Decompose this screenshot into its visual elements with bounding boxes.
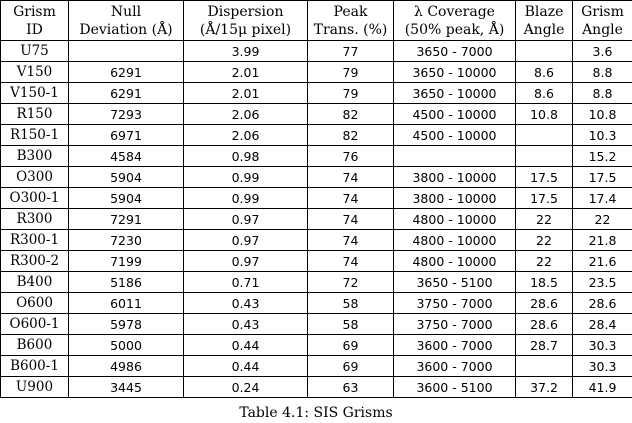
cell-dispersion: 2.06 <box>184 104 308 125</box>
header-blaze-angle-line-1: Blaze <box>524 3 564 20</box>
header-peak-transmission <box>308 1 394 41</box>
cell-grism-angle: 8.8 <box>573 83 632 104</box>
cell-blaze-angle <box>516 41 573 62</box>
cell-blaze-angle: 28.6 <box>516 314 573 335</box>
cell-peak-transmission: 69 <box>308 356 394 377</box>
cell-peak-transmission: 79 <box>308 62 394 83</box>
cell-dispersion: 0.97 <box>184 251 308 272</box>
cell-grism-id: R150-1 <box>1 125 69 146</box>
cell-blaze-angle: 28.6 <box>516 293 573 314</box>
cell-wavelength-coverage: 4800 - 10000 <box>394 230 516 251</box>
cell-null-deviation: 6291 <box>69 83 184 104</box>
cell-blaze-angle <box>516 125 573 146</box>
cell-blaze-angle <box>516 356 573 377</box>
cell-grism-angle: 30.3 <box>573 335 632 356</box>
cell-null-deviation: 7291 <box>69 209 184 230</box>
cell-grism-id: V150-1 <box>1 83 69 104</box>
table-body <box>1 41 632 398</box>
cell-null-deviation: 7199 <box>69 251 184 272</box>
cell-blaze-angle: 37.2 <box>516 377 573 398</box>
cell-grism-id: R150 <box>1 104 69 125</box>
cell-null-deviation: 5000 <box>69 335 184 356</box>
cell-null-deviation: 5186 <box>69 272 184 293</box>
cell-dispersion: 0.99 <box>184 188 308 209</box>
cell-dispersion: 2.06 <box>184 125 308 146</box>
header-grism-angle <box>573 1 632 41</box>
cell-grism-id: O300-1 <box>1 188 69 209</box>
cell-grism-angle: 17.4 <box>573 188 632 209</box>
cell-peak-transmission: 74 <box>308 188 394 209</box>
cell-dispersion: 0.24 <box>184 377 308 398</box>
table-row <box>1 125 632 146</box>
header-wavelength-coverage-line-2: (50% peak, Å) <box>404 21 505 38</box>
header-grism-id <box>1 1 69 41</box>
cell-blaze-angle: 17.5 <box>516 188 573 209</box>
cell-grism-angle: 17.5 <box>573 167 632 188</box>
cell-grism-id: U75 <box>1 41 69 62</box>
cell-grism-angle: 30.3 <box>573 356 632 377</box>
cell-peak-transmission: 72 <box>308 272 394 293</box>
cell-dispersion: 0.98 <box>184 146 308 167</box>
cell-grism-id: R300-1 <box>1 230 69 251</box>
cell-peak-transmission: 82 <box>308 104 394 125</box>
cell-grism-angle: 10.8 <box>573 104 632 125</box>
cell-blaze-angle: 22 <box>516 230 573 251</box>
cell-peak-transmission: 74 <box>308 167 394 188</box>
cell-grism-id: O300 <box>1 167 69 188</box>
header-dispersion-line-1: Dispersion <box>207 3 284 20</box>
cell-wavelength-coverage: 3650 - 10000 <box>394 83 516 104</box>
cell-blaze-angle: 22 <box>516 251 573 272</box>
cell-peak-transmission: 74 <box>308 209 394 230</box>
cell-blaze-angle: 8.6 <box>516 83 573 104</box>
cell-peak-transmission: 74 <box>308 230 394 251</box>
cell-grism-id: O600 <box>1 293 69 314</box>
cell-grism-id: B400 <box>1 272 69 293</box>
cell-null-deviation: 7230 <box>69 230 184 251</box>
cell-grism-id: R300-2 <box>1 251 69 272</box>
cell-dispersion: 2.01 <box>184 62 308 83</box>
cell-dispersion: 3.99 <box>184 41 308 62</box>
table-caption: Table 4.1: SIS Grisms <box>239 405 393 421</box>
table-row <box>1 377 632 398</box>
header-dispersion-line-2: (Å/15μ pixel) <box>199 21 292 38</box>
cell-grism-id: B300 <box>1 146 69 167</box>
cell-null-deviation: 5904 <box>69 167 184 188</box>
cell-blaze-angle: 22 <box>516 209 573 230</box>
table-row <box>1 83 632 104</box>
header-grism-id-line-1: Grism <box>13 3 56 20</box>
cell-dispersion: 2.01 <box>184 83 308 104</box>
header-wavelength-coverage <box>394 1 516 41</box>
cell-grism-id: O600-1 <box>1 314 69 335</box>
cell-grism-angle: 8.8 <box>573 62 632 83</box>
cell-blaze-angle: 28.7 <box>516 335 573 356</box>
table-row <box>1 41 632 62</box>
cell-grism-angle: 22 <box>573 209 632 230</box>
cell-grism-angle: 21.8 <box>573 230 632 251</box>
table-header <box>1 1 632 41</box>
cell-dispersion: 0.97 <box>184 230 308 251</box>
cell-dispersion: 0.44 <box>184 335 308 356</box>
header-grism-angle-line-1: Grism <box>581 3 624 20</box>
table-row <box>1 104 632 125</box>
cell-grism-id: R300 <box>1 209 69 230</box>
cell-grism-id: U900 <box>1 377 69 398</box>
cell-peak-transmission: 69 <box>308 335 394 356</box>
cell-null-deviation: 3445 <box>69 377 184 398</box>
table-row <box>1 167 632 188</box>
cell-null-deviation: 6011 <box>69 293 184 314</box>
cell-wavelength-coverage: 4800 - 10000 <box>394 209 516 230</box>
cell-grism-id: B600 <box>1 335 69 356</box>
table-row <box>1 335 632 356</box>
header-null-deviation-line-2: Deviation (Å) <box>79 21 173 38</box>
cell-grism-angle: 41.9 <box>573 377 632 398</box>
cell-blaze-angle: 18.5 <box>516 272 573 293</box>
cell-peak-transmission: 82 <box>308 125 394 146</box>
cell-null-deviation: 4584 <box>69 146 184 167</box>
table-row <box>1 314 632 335</box>
cell-wavelength-coverage: 4500 - 10000 <box>394 125 516 146</box>
cell-peak-transmission: 63 <box>308 377 394 398</box>
cell-wavelength-coverage: 3600 - 7000 <box>394 335 516 356</box>
cell-wavelength-coverage: 4500 - 10000 <box>394 104 516 125</box>
table-row <box>1 272 632 293</box>
cell-grism-angle: 21.6 <box>573 251 632 272</box>
cell-peak-transmission: 58 <box>308 314 394 335</box>
table-row <box>1 146 632 167</box>
cell-wavelength-coverage: 3650 - 5100 <box>394 272 516 293</box>
cell-wavelength-coverage: 3600 - 5100 <box>394 377 516 398</box>
cell-null-deviation: 5904 <box>69 188 184 209</box>
cell-null-deviation: 7293 <box>69 104 184 125</box>
cell-blaze-angle: 8.6 <box>516 62 573 83</box>
cell-null-deviation <box>69 41 184 62</box>
cell-peak-transmission: 79 <box>308 83 394 104</box>
cell-wavelength-coverage: 3800 - 10000 <box>394 167 516 188</box>
table-row <box>1 230 632 251</box>
cell-null-deviation: 6971 <box>69 125 184 146</box>
cell-wavelength-coverage: 3650 - 10000 <box>394 62 516 83</box>
cell-grism-angle: 23.5 <box>573 272 632 293</box>
header-peak-transmission-line-2: Trans. (%) <box>313 21 388 38</box>
cell-null-deviation: 6291 <box>69 62 184 83</box>
header-blaze-angle <box>516 1 573 41</box>
cell-grism-angle: 3.6 <box>573 41 632 62</box>
cell-grism-id: B600-1 <box>1 356 69 377</box>
cell-grism-angle: 28.4 <box>573 314 632 335</box>
cell-dispersion: 0.43 <box>184 293 308 314</box>
cell-peak-transmission: 77 <box>308 41 394 62</box>
header-grism-id-line-2: ID <box>26 21 43 38</box>
cell-dispersion: 0.97 <box>184 209 308 230</box>
cell-wavelength-coverage: 3750 - 7000 <box>394 293 516 314</box>
table-row <box>1 293 632 314</box>
table-row <box>1 251 632 272</box>
cell-peak-transmission: 74 <box>308 251 394 272</box>
cell-wavelength-coverage: 3800 - 10000 <box>394 188 516 209</box>
cell-grism-id: V150 <box>1 62 69 83</box>
cell-blaze-angle: 10.8 <box>516 104 573 125</box>
cell-dispersion: 0.44 <box>184 356 308 377</box>
header-blaze-angle-line-2: Angle <box>523 21 565 38</box>
cell-dispersion: 0.71 <box>184 272 308 293</box>
header-grism-angle-line-2: Angle <box>582 21 623 38</box>
cell-dispersion: 0.99 <box>184 167 308 188</box>
header-row <box>1 1 632 41</box>
table-row <box>1 188 632 209</box>
cell-dispersion: 0.43 <box>184 314 308 335</box>
cell-blaze-angle: 17.5 <box>516 167 573 188</box>
cell-wavelength-coverage: 4800 - 10000 <box>394 251 516 272</box>
cell-wavelength-coverage: 3650 - 7000 <box>394 41 516 62</box>
cell-null-deviation: 4986 <box>69 356 184 377</box>
cell-peak-transmission: 76 <box>308 146 394 167</box>
cell-wavelength-coverage: 3600 - 7000 <box>394 356 516 377</box>
header-null-deviation-line-1: Null <box>110 3 142 20</box>
cell-null-deviation: 5978 <box>69 314 184 335</box>
cell-peak-transmission: 58 <box>308 293 394 314</box>
cell-grism-angle: 15.2 <box>573 146 632 167</box>
table-row <box>1 209 632 230</box>
cell-grism-angle: 10.3 <box>573 125 632 146</box>
header-null-deviation <box>69 1 184 41</box>
table-row <box>1 62 632 83</box>
header-dispersion <box>184 1 308 41</box>
header-peak-transmission-line-1: Peak <box>333 3 368 20</box>
header-wavelength-coverage-line-1: λ Coverage <box>414 3 495 20</box>
cell-wavelength-coverage: 3750 - 7000 <box>394 314 516 335</box>
cell-blaze-angle <box>516 146 573 167</box>
table-row <box>1 356 632 377</box>
cell-wavelength-coverage <box>394 146 516 167</box>
cell-grism-angle: 28.6 <box>573 293 632 314</box>
